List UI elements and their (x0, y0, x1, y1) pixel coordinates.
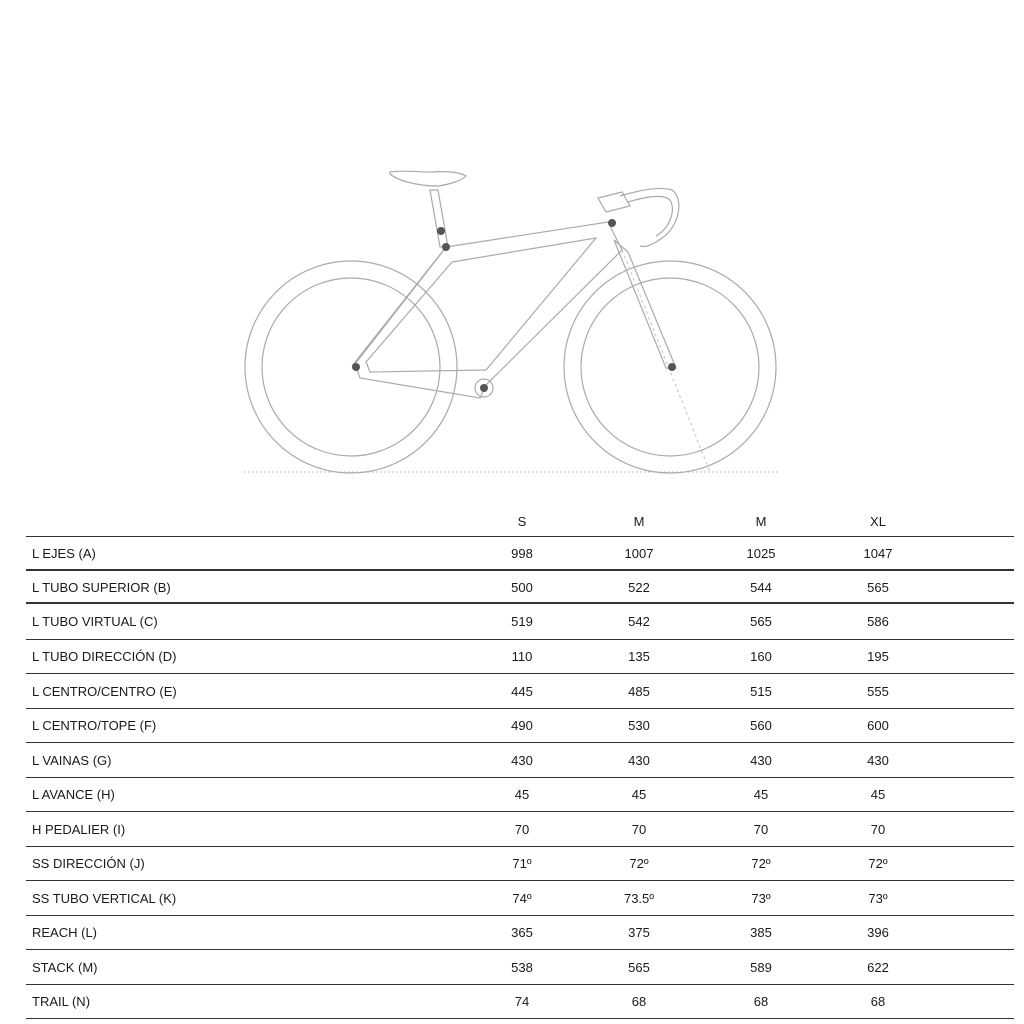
cell-value: 365 (511, 925, 533, 940)
cell-value: 45 (870, 787, 886, 802)
seatpost (430, 190, 448, 247)
cell-value: 135 (628, 649, 650, 664)
handlebar-inner (628, 196, 672, 236)
cell-value: 1047 (863, 546, 893, 561)
table-row (26, 571, 1014, 604)
table-row (26, 950, 1014, 985)
cell-value: 72º (868, 856, 888, 871)
cell-value: 555 (867, 684, 889, 699)
cell-value: 1025 (746, 546, 776, 561)
cell-value: 538 (511, 960, 533, 975)
row-label: SS DIRECCIÓN (J) (32, 856, 145, 871)
cell-value: 998 (511, 546, 533, 561)
table-row (26, 881, 1014, 916)
cell-value: 430 (867, 753, 889, 768)
cell-value: 45 (753, 787, 769, 802)
cell-value: 375 (628, 925, 650, 940)
cell-value: 74 (514, 994, 530, 1009)
cell-value: 600 (867, 718, 889, 733)
row-label: STACK (M) (32, 960, 98, 975)
cell-value: 445 (511, 684, 533, 699)
cell-value: 542 (628, 614, 650, 629)
table-row (26, 709, 1014, 743)
row-label: L TUBO SUPERIOR (B) (32, 580, 171, 595)
cell-value: 68 (631, 994, 647, 1009)
cell-value: 565 (628, 960, 650, 975)
cell-value: 73.5º (623, 891, 655, 906)
seatstay-outer (352, 247, 446, 366)
table-header (26, 505, 1014, 537)
cell-value: 70 (514, 822, 530, 837)
table-row (26, 812, 1014, 847)
size-header: XL (870, 514, 886, 529)
pivot-seatpost-top (437, 227, 445, 235)
cell-value: 544 (750, 580, 772, 595)
cell-value: 519 (511, 614, 533, 629)
cell-value: 565 (867, 580, 889, 595)
geometry-table (26, 505, 1014, 1019)
row-label: L TUBO VIRTUAL (C) (32, 614, 158, 629)
pivot-headtube (608, 219, 616, 227)
table-row (26, 847, 1014, 881)
cell-value: 74º (512, 891, 532, 906)
rear-wheel-rim (262, 278, 440, 456)
cell-value: 500 (511, 580, 533, 595)
cell-value: 485 (628, 684, 650, 699)
cell-value: 68 (753, 994, 769, 1009)
row-label: L CENTRO/CENTRO (E) (32, 684, 177, 699)
pivot-bottom-bracket (480, 384, 488, 392)
size-header: M (755, 514, 767, 529)
pivot-seat-cluster (442, 243, 450, 251)
cell-value: 195 (867, 649, 889, 664)
pivot-front-axle (668, 363, 676, 371)
row-label: L EJES (A) (32, 546, 96, 561)
row-label: L AVANCE (H) (32, 787, 115, 802)
row-label: TRAIL (N) (32, 994, 91, 1009)
size-header: M (633, 514, 645, 529)
pivot-rear-axle (352, 363, 360, 371)
cell-value: 45 (631, 787, 647, 802)
cell-value: 589 (750, 960, 772, 975)
row-label: L TUBO DIRECCIÓN (D) (32, 649, 177, 664)
cell-value: 73º (868, 891, 888, 906)
cell-value: 530 (628, 718, 650, 733)
cell-value: 586 (867, 614, 889, 629)
cell-value: 522 (628, 580, 650, 595)
cell-value: 515 (750, 684, 772, 699)
table-row (26, 743, 1014, 778)
table-row (26, 674, 1014, 709)
cell-value: 565 (750, 614, 772, 629)
bike-geometry-diagram (0, 0, 1024, 500)
cell-value: 1007 (624, 546, 654, 561)
cell-value: 160 (750, 649, 772, 664)
table-row (26, 537, 1014, 571)
table-row (26, 604, 1014, 640)
cell-value: 396 (867, 925, 889, 940)
row-label: L CENTRO/TOPE (F) (32, 718, 157, 733)
cell-value: 70 (753, 822, 769, 837)
table-row (26, 778, 1014, 812)
row-label: REACH (L) (32, 925, 98, 940)
table-row (26, 916, 1014, 950)
cell-value: 70 (870, 822, 886, 837)
cell-value: 110 (511, 649, 533, 664)
cell-value: 560 (750, 718, 772, 733)
cell-value: 490 (511, 718, 533, 733)
row-label: H PEDALIER (I) (32, 822, 126, 837)
trail-line (622, 250, 710, 472)
cell-value: 45 (514, 787, 530, 802)
cell-value: 430 (511, 753, 533, 768)
table-row (26, 985, 1014, 1019)
cell-value: 430 (750, 753, 772, 768)
cell-value: 622 (867, 960, 889, 975)
cell-value: 72º (751, 856, 771, 871)
cell-value: 73º (751, 891, 771, 906)
cell-value: 68 (870, 994, 886, 1009)
table-row (26, 640, 1014, 674)
cell-value: 430 (628, 753, 650, 768)
row-label: L VAINAS (G) (32, 753, 112, 768)
cell-value: 385 (750, 925, 772, 940)
row-label: SS TUBO VERTICAL (K) (32, 891, 177, 906)
size-header: S (517, 514, 527, 529)
fork (614, 240, 676, 368)
cell-value: 71º (512, 856, 532, 871)
cell-value: 70 (631, 822, 647, 837)
cell-value: 72º (629, 856, 649, 871)
saddle (390, 171, 466, 186)
